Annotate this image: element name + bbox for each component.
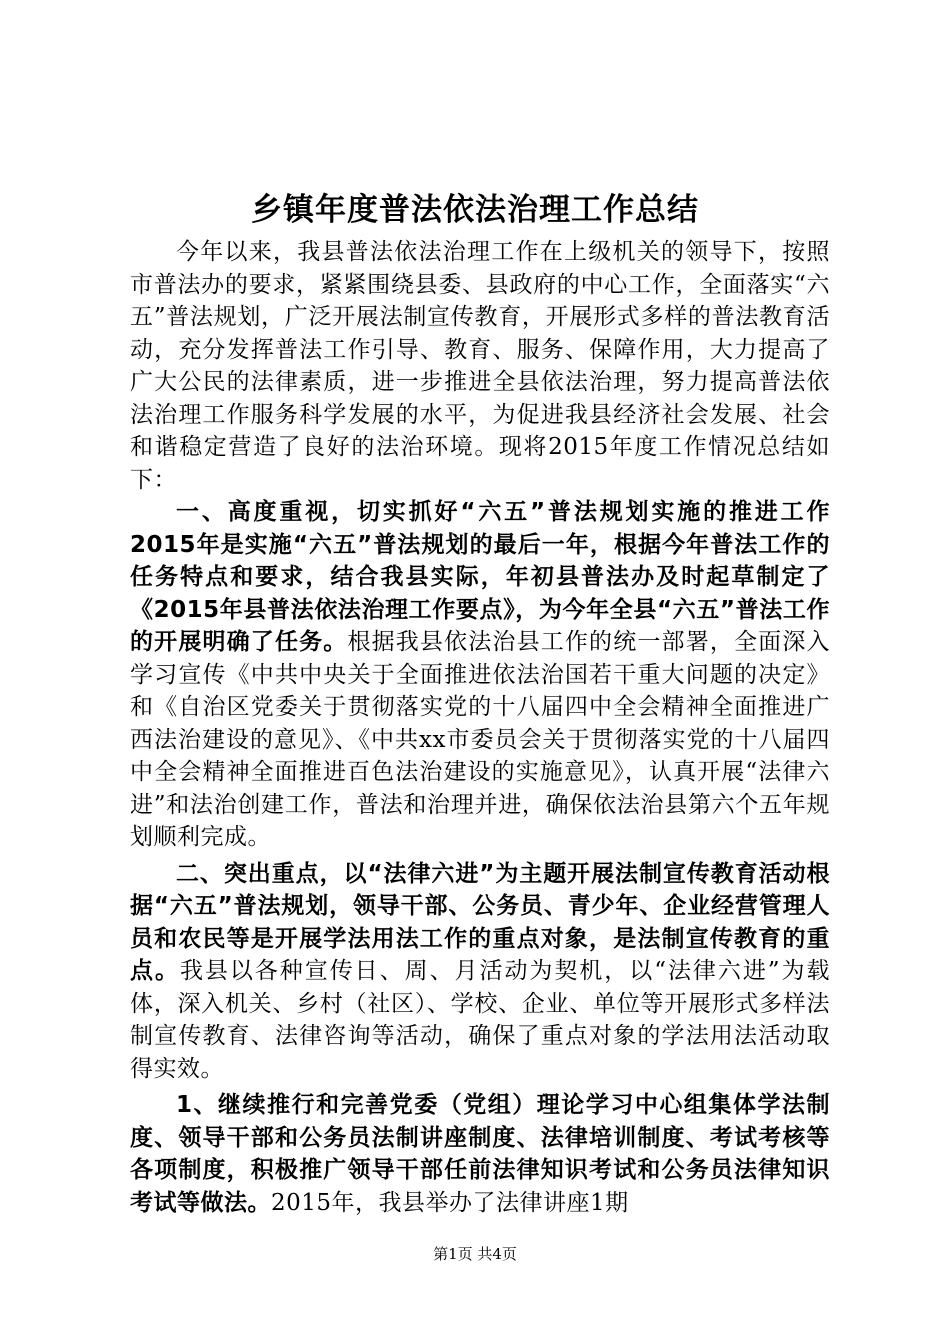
paragraph-lead: 二、突出重点，以“法律六进”为主题开展法制宣传教育活动根据“六五”普法规划，领导干部、公务员、青少年、企业经营管理人员和农民等是开展学法用法工作的重点对象，是法制宣传教育的重点。 bbox=[130, 860, 830, 984]
paragraph-section-1 bbox=[130, 496, 830, 854]
paragraph-text: 根据我县依法治县工作的统一部署，全面深入学习宣传《中共中央关于全面推进依法治国若干重大问题的决定》和《自治区党委关于贯彻落实党的十八届四中全会精神全面推进广西法治建设的意见》、《中共xx市委员会关于贯彻落实党的十八届四中全会精神全面推进百色法治建设的实施意见》，认真开展“法律六进”和法治创建工作，普法和治理并进，确保依法治县第六个五年规划顺利完成。 bbox=[130, 629, 831, 850]
paragraph-intro bbox=[130, 236, 830, 496]
paragraph-text: 2015年，我县举办了法律讲座1期 bbox=[271, 1189, 629, 1216]
paragraph-text: 我县以各种宣传日、周、月活动为契机，以“法律六进”为载体，深入机关、乡村（社区）、学校、企业、单位等开展形式多样法制宣传教育、法律咨询等活动，确保了重点对象的学法用法活动取得实效。 bbox=[130, 958, 830, 1082]
page-number-footer: 第1页 共4页 bbox=[433, 1245, 517, 1263]
document-body bbox=[130, 236, 830, 1219]
paragraph-lead: 一、高度重视，切实抓好“六五”普法规划实施的推进工作2015年是实施“六五”普法规划的最后一年，根据今年普法工作的任务特点和要求，结合我县实际，年初县普法办及时起草制定了《2015年县普法依法治理工作要点》，为今年全县“六五”普法工作的开展明确了任务。 bbox=[130, 499, 830, 655]
paragraph-lead: 1、继续推行和完善党委（党组）理论学习中心组集体学法制度、领导干部和公务员法制讲座制度、法律培训制度、考试考核等各项制度，积极推广领导干部任前法律知识考试和公务员法律知识考试等做法。 bbox=[130, 1092, 830, 1216]
document-title: 乡镇年度普法依法治理工作总结 bbox=[251, 192, 699, 228]
paragraph-text: 今年以来，我县普法依法治理工作在上级机关的领导下，按照市普法办的要求，紧紧围绕县委、县政府的中心工作，全面落实“六五”普法规划，广泛开展法制宣传教育，开展形式多样的普法教育活动，充分发挥普法工作引导、教育、服务、保障作用，大力提高了广大公民的法律素质，进一步推进全县依法治理，努力提高普法依法治理工作服务科学发展的水平，为促进我县经济社会发展、社会和谐稳定营造了良好的法治环境。现将2015年度工作情况总结如下： bbox=[130, 239, 830, 493]
paragraph-item-1 bbox=[130, 1089, 830, 1219]
paragraph-section-2 bbox=[130, 858, 830, 1086]
